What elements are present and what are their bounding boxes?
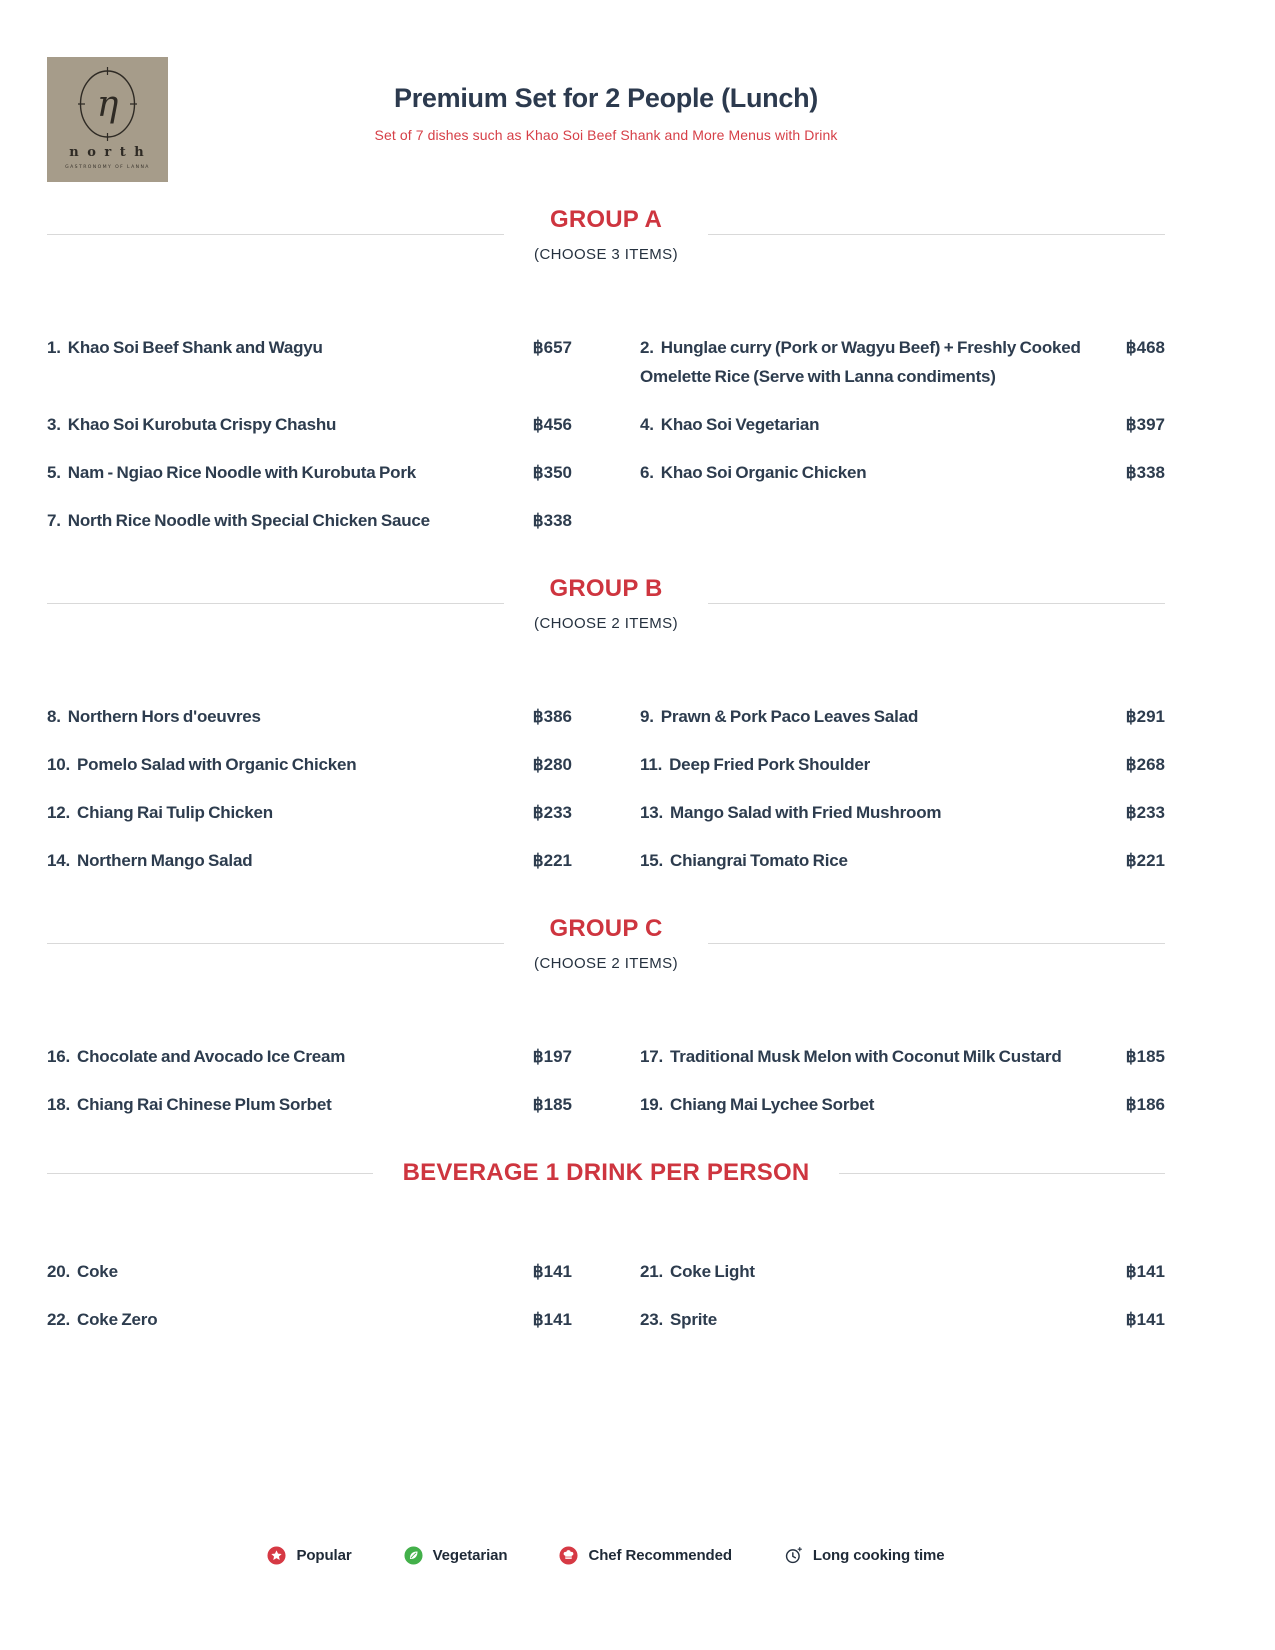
item-price [533,333,572,362]
item-title: Northern Mango Salad [77,851,253,870]
section-items [47,1042,1165,1119]
item-price-value: 233 [543,803,572,822]
section-items [47,1257,1165,1334]
item-title: Khao Soi Organic Chicken [660,463,867,482]
item-number: 2. [640,338,654,357]
menu-section [47,575,1165,875]
section-title: GROUP C [549,915,663,942]
item-price [1126,798,1165,827]
long-cooking-clock-icon [784,1546,803,1565]
item-title: Northern Hors d'oeuvres [67,707,261,726]
baht-currency-symbol: ฿ [532,707,544,726]
item-name [640,702,1126,731]
item-price-value: 185 [543,1095,572,1114]
item-price [1126,1305,1165,1334]
item-name [47,1042,533,1071]
baht-currency-symbol: ฿ [532,1262,544,1281]
item-name [47,846,533,875]
item-title: Khao Soi Beef Shank and Wagyu [67,338,323,357]
item-name [640,1305,1126,1334]
menu-item [47,798,572,827]
menu-item [47,458,572,487]
item-name [47,333,533,362]
item-title: Deep Fried Pork Shoulder [669,755,871,774]
item-title: Pomelo Salad with Organic Chicken [77,755,357,774]
menu-item [640,798,1165,827]
page-header [47,57,1165,182]
item-price-value: 397 [1136,415,1165,434]
item-title: Chiangrai Tomato Rice [670,851,848,870]
baht-currency-symbol: ฿ [532,755,544,774]
menu-item [640,333,1165,391]
page-subtitle: Set of 7 dishes such as Khao Soi Beef Shank and More Menus with Drink [374,127,838,143]
item-name [47,410,533,439]
menu-section [47,915,1165,1119]
item-price [533,506,572,535]
section-divider-line [708,603,1165,604]
item-name [640,333,1126,391]
item-price-value: 141 [543,1310,572,1329]
item-price [533,750,572,779]
item-number: 6. [640,463,654,482]
baht-currency-symbol: ฿ [1125,1310,1137,1329]
baht-currency-symbol: ฿ [532,803,544,822]
item-name [640,1257,1126,1286]
section-divider-line [47,234,504,235]
section-note: (CHOOSE 2 ITEMS) [534,615,678,632]
item-title: Coke [77,1262,118,1281]
item-name [640,410,1126,439]
menu-item [47,1090,572,1119]
item-name [47,1090,533,1119]
item-title: Coke Zero [77,1310,158,1329]
section-divider-line [708,943,1165,944]
item-title: Sprite [670,1310,718,1329]
item-number: 14. [47,851,71,870]
item-price-value: 186 [1136,1095,1165,1114]
item-name [47,1257,533,1286]
item-number: 5. [47,463,61,482]
item-price [533,702,572,731]
menu-sections [47,206,1165,1334]
item-title: Chiang Mai Lychee Sorbet [670,1095,875,1114]
item-price-value: 141 [543,1262,572,1281]
section-title: GROUP B [549,575,663,602]
item-price [533,1090,572,1119]
baht-currency-symbol: ฿ [1125,803,1137,822]
item-name [640,1090,1126,1119]
item-price-value: 233 [1136,803,1165,822]
item-number: 9. [640,707,654,726]
section-divider-line [47,943,504,944]
vegetarian-leaf-badge-icon [404,1546,423,1565]
item-price [533,1257,572,1286]
header-text [156,83,1056,143]
legend-item [267,1546,351,1565]
item-number: 7. [47,511,61,530]
legend-label: Popular [296,1547,352,1564]
section-note: (CHOOSE 3 ITEMS) [534,246,678,263]
menu-item [47,506,572,535]
item-price [533,458,572,487]
brand-name: n o r t h [69,145,146,160]
legend-label: Long cooking time [812,1547,945,1564]
menu-item [640,1305,1165,1334]
popular-star-badge-icon [267,1546,286,1565]
baht-currency-symbol: ฿ [1125,1047,1137,1066]
menu-item [640,702,1165,731]
item-number: 11. [640,755,663,774]
baht-currency-symbol: ฿ [532,511,544,530]
baht-currency-symbol: ฿ [1125,415,1137,434]
baht-currency-symbol: ฿ [1125,755,1137,774]
baht-currency-symbol: ฿ [532,463,544,482]
section-divider-line [708,234,1165,235]
item-price-value: 338 [543,511,572,530]
section-divider-line [839,1173,1165,1174]
item-name [640,798,1126,827]
menu-section [47,1159,1165,1334]
item-name [640,1042,1126,1071]
item-name [47,458,533,487]
item-title: Mango Salad with Fried Mushroom [670,803,942,822]
item-number: 22. [47,1310,71,1329]
section-header-center [504,915,708,972]
section-header [47,1159,1165,1187]
page-title: Premium Set for 2 People (Lunch) [394,83,818,113]
item-name [47,1305,533,1334]
item-price [1126,750,1165,779]
item-number: 15. [640,851,664,870]
item-number: 16. [47,1047,71,1066]
item-price-value: 386 [543,707,572,726]
item-number: 17. [640,1047,664,1066]
item-name [640,750,1126,779]
menu-item [640,750,1165,779]
menu-item [640,1042,1165,1071]
item-price [1126,702,1165,731]
logo-monogram: η [96,84,119,125]
menu-item [47,1257,572,1286]
item-title: Khao Soi Kurobuta Crispy Chashu [67,415,337,434]
section-header-center [373,1159,840,1187]
section-title: BEVERAGE 1 DRINK PER PERSON [402,1159,810,1186]
baht-currency-symbol: ฿ [1125,338,1137,357]
section-header-center [504,575,708,632]
menu-item [640,846,1165,875]
menu-item [640,1257,1165,1286]
item-number: 20. [47,1262,71,1281]
item-price [533,1305,572,1334]
item-price [533,1042,572,1071]
item-price [1126,410,1165,439]
item-number: 1. [47,338,61,357]
item-price [533,846,572,875]
item-title: Traditional Musk Melon with Coconut Milk Custard [670,1047,1062,1066]
item-price-value: 456 [543,415,572,434]
item-number: 23. [640,1310,664,1329]
item-title: Hunglae curry (Pork or Wagyu Beef) + Freshly Cooked Omelette Rice (Serve with Lanna condiments) [640,338,1081,386]
item-price-value: 657 [543,338,572,357]
item-price [1126,1090,1165,1119]
item-name [640,458,1126,487]
item-title: Nam - Ngiao Rice Noodle with Kurobuta Pork [67,463,417,482]
baht-currency-symbol: ฿ [532,1310,544,1329]
section-header [47,206,1165,263]
brand-tagline: GASTRONOMY OF LANNA [65,165,150,170]
item-price [1126,1042,1165,1071]
section-divider-line [47,603,504,604]
item-price [1126,458,1165,487]
item-price-value: 141 [1136,1310,1165,1329]
item-number: 4. [640,415,654,434]
item-price-value: 350 [543,463,572,482]
menu-item [640,1090,1165,1119]
item-number: 10. [47,755,71,774]
item-title: Khao Soi Vegetarian [660,415,820,434]
restaurant-logo [47,57,168,182]
baht-currency-symbol: ฿ [1125,707,1137,726]
menu-item [640,410,1165,439]
section-items [47,702,1165,875]
item-name [640,846,1126,875]
baht-currency-symbol: ฿ [1125,1262,1137,1281]
legend-item [404,1546,508,1565]
item-number: 18. [47,1095,71,1114]
item-name [47,702,533,731]
menu-section [47,206,1165,535]
item-price-value: 468 [1136,338,1165,357]
item-title: Chiang Rai Chinese Plum Sorbet [77,1095,332,1114]
item-number: 12. [47,803,71,822]
legend-item [784,1546,945,1565]
legend-label: Chef Recommended [588,1547,732,1564]
legend-item [559,1546,731,1565]
item-title: Prawn & Pork Paco Leaves Salad [660,707,919,726]
item-price-value: 197 [543,1047,572,1066]
menu-item [47,1305,572,1334]
item-price-value: 291 [1136,707,1165,726]
menu-item [47,410,572,439]
baht-currency-symbol: ฿ [1125,851,1137,870]
baht-currency-symbol: ฿ [1125,463,1137,482]
section-header [47,915,1165,972]
menu-item [640,458,1165,487]
item-price-value: 280 [543,755,572,774]
baht-currency-symbol: ฿ [532,1095,544,1114]
legend-label: Vegetarian [432,1547,508,1564]
section-note: (CHOOSE 2 ITEMS) [534,955,678,972]
item-title: Chocolate and Avocado Ice Cream [77,1047,346,1066]
menu-item [47,702,572,731]
baht-currency-symbol: ฿ [532,851,544,870]
item-name [47,506,533,535]
baht-currency-symbol: ฿ [532,338,544,357]
item-number: 8. [47,707,61,726]
legend [47,1546,1165,1565]
section-header [47,575,1165,632]
baht-currency-symbol: ฿ [1125,1095,1137,1114]
item-price [1126,846,1165,875]
item-price [1126,333,1165,362]
item-title: Chiang Rai Tulip Chicken [77,803,273,822]
section-header-center [504,206,708,263]
item-name [47,798,533,827]
item-price [1126,1257,1165,1286]
chef-hat-badge-icon [559,1546,578,1565]
item-price-value: 221 [1136,851,1165,870]
item-price-value: 185 [1136,1047,1165,1066]
item-price-value: 338 [1136,463,1165,482]
baht-currency-symbol: ฿ [532,1047,544,1066]
item-number: 21. [640,1262,664,1281]
menu-item [47,1042,572,1071]
menu-item [47,846,572,875]
item-number: 13. [640,803,664,822]
item-price-value: 141 [1136,1262,1165,1281]
item-price [533,410,572,439]
item-price-value: 221 [543,851,572,870]
menu-item [47,750,572,779]
section-divider-line [47,1173,373,1174]
baht-currency-symbol: ฿ [532,415,544,434]
section-title: GROUP A [549,206,663,233]
item-number: 3. [47,415,61,434]
item-name [47,750,533,779]
menu-item [47,333,572,391]
item-number: 19. [640,1095,664,1114]
item-title: Coke Light [670,1262,755,1281]
item-title: North Rice Noodle with Special Chicken Sauce [67,511,430,530]
section-items [47,333,1165,535]
item-price [533,798,572,827]
item-price-value: 268 [1136,755,1165,774]
